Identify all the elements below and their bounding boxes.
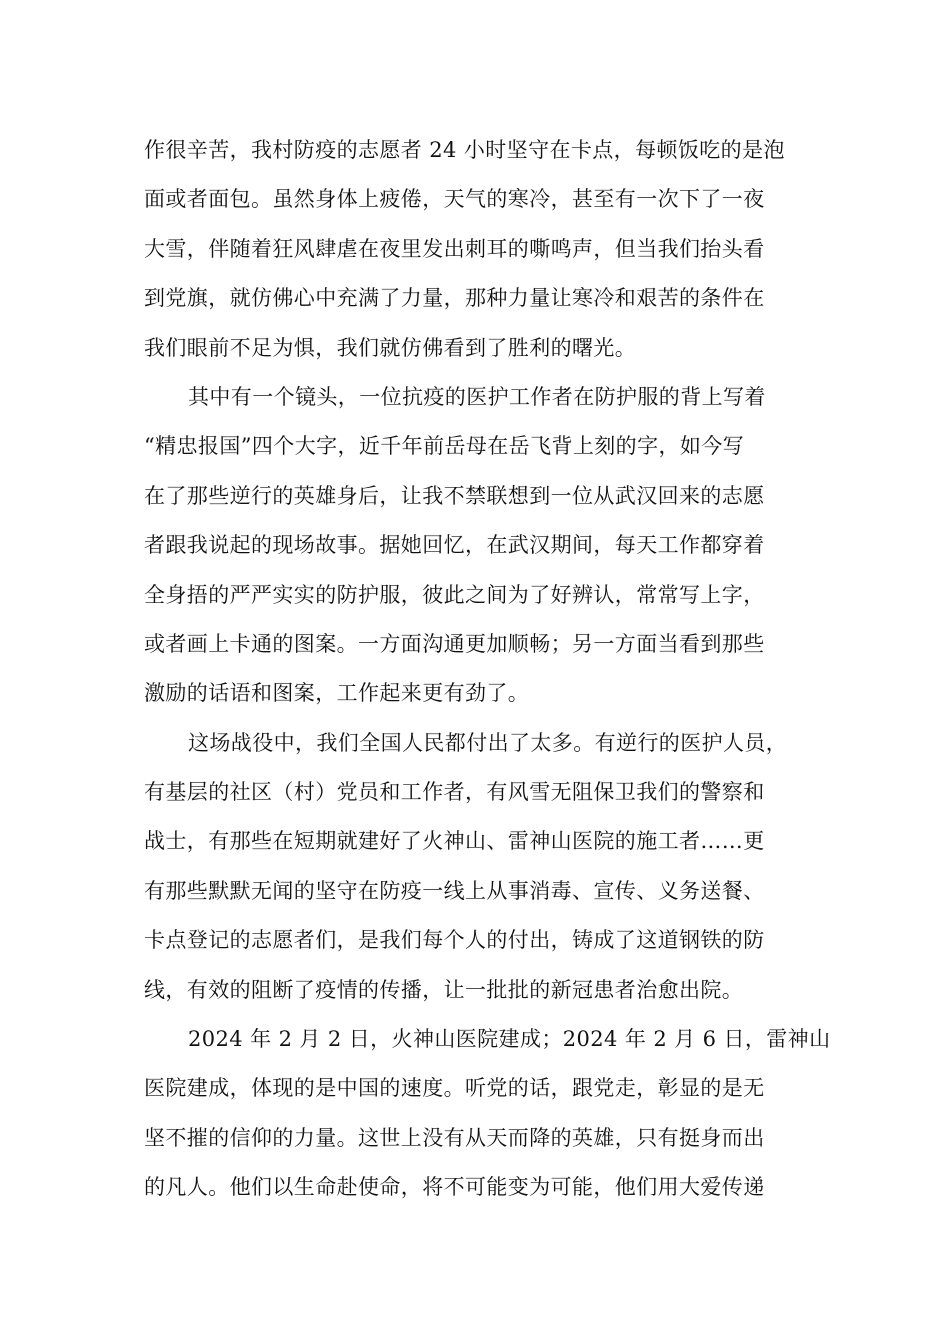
text-line: 作很辛苦，我村防疫的志愿者 24 小时坚守在卡点，每顿饭吃的是泡 xyxy=(144,138,785,162)
text-line: 大雪，伴随着狂风肆虐在夜里发出刺耳的嘶鸣声，但当我们抬头看 xyxy=(144,236,765,261)
text-line: 战士，有那些在短期就建好了火神山、雷神山医院的施工者……更 xyxy=(144,829,765,854)
paragraph-start-line: 其中有一个镜头，一位抗疫的医护工作者在防护服的背上写着 xyxy=(188,384,766,409)
text-line: 我们眼前不足为惧，我们就仿佛看到了胜利的曙光。 xyxy=(144,335,637,360)
text-line: 线，有效的阻断了疫情的传播，让一批批的新冠患者治愈出院。 xyxy=(144,977,744,1002)
text-line: 全身捂的严严实实的防护服，彼此之间为了好辨认，常常写上字， xyxy=(144,582,765,607)
text-line: 坚不摧的信仰的力量。这世上没有从天而降的英雄，只有挺身而出 xyxy=(144,1125,765,1150)
text-line: 的凡人。他们以生命赴使命，将不可能变为可能，他们用大爱传递 xyxy=(144,1175,765,1200)
text-line: 到党旗，就仿佛心中充满了力量，那种力量让寒冷和艰苦的条件在 xyxy=(144,286,765,311)
text-line: 激励的话语和图案，工作起来更有劲了。 xyxy=(144,681,530,706)
text-line: “精忠报国”四个大字，近千年前岳母在岳飞背上刻的字，如今写 xyxy=(144,434,745,459)
paragraph-start-line: 2024 年 2 月 2 日，火神山医院建成；2024 年 2 月 6 日，雷神山 xyxy=(188,1027,831,1052)
text-line: 医院建成，体现的是中国的速度。听党的话，跟党走，彰显的是无 xyxy=(144,1076,765,1101)
text-line: 或者画上卡通的图案。一方面沟通更加顺畅；另一方面当看到那些 xyxy=(144,631,765,656)
text-line: 者跟我说起的现场故事。据她回忆，在武汉期间，每天工作都穿着 xyxy=(144,533,765,558)
text-line: 有基层的社区（村）党员和工作者，有风雪无阻保卫我们的警察和 xyxy=(144,780,765,805)
paragraph-start-line: 这场战役中，我们全国人民都付出了太多。有逆行的医护人员， xyxy=(188,730,788,755)
text-line: 卡点登记的志愿者们，是我们每个人的付出，铸成了这道钢铁的防 xyxy=(144,928,765,953)
document-body xyxy=(144,126,831,1213)
text-line: 在了那些逆行的英雄身后，让我不禁联想到一位从武汉回来的志愿 xyxy=(144,483,765,508)
text-line: 有那些默默无闻的坚守在防疫一线上从事消毒、宣传、义务送餐、 xyxy=(144,878,765,903)
text-line: 面或者面包。虽然身体上疲倦，天气的寒冷，甚至有一次下了一夜 xyxy=(144,187,765,212)
